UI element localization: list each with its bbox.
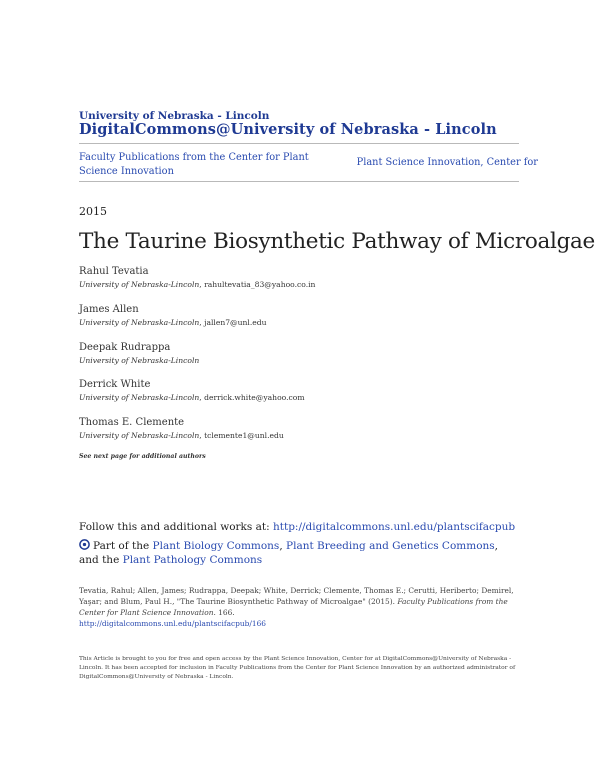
author-affiliation: University of Nebraska-Lincoln, jallen7@unl.edu (79, 318, 267, 327)
author-affiliation: University of Nebraska-Lincoln, rahultevatia_83@yahoo.co.in (79, 280, 316, 289)
author-name: Derrick White (79, 379, 151, 390)
author-name: James Allen (79, 304, 139, 315)
citation-journal: Faculty Publications from the Center for Plant Science Innovation (79, 597, 508, 617)
collection-link-center[interactable]: Plant Science Innovation, Center for (356, 157, 538, 168)
author-block (79, 266, 315, 289)
citation-number: . 166. (213, 608, 235, 617)
author-block (79, 417, 284, 440)
follow-text: Follow this and additional works at: (79, 521, 273, 533)
author-block (79, 379, 305, 402)
plant-breeding-genetics-commons-link[interactable]: Plant Breeding and Genetics Commons (286, 540, 495, 552)
publication-year: 2015 (79, 205, 107, 218)
separator-text: , (279, 540, 287, 552)
follow-line (79, 521, 515, 533)
repository-title[interactable]: DigitalCommons@University of Nebraska - Lincoln (79, 121, 497, 138)
article-title: The Taurine Biosynthetic Pathway of Microalgae (79, 229, 595, 254)
collection-link-faculty-publications[interactable]: Faculty Publications from the Center for Plant Science Innovation (79, 152, 309, 177)
divider (79, 143, 519, 144)
citation-url-link[interactable]: http://digitalcommons.unl.edu/plantscifacpub/166 (79, 619, 266, 628)
author-affiliation: University of Nebraska-Lincoln (79, 356, 200, 365)
author-name: Thomas E. Clemente (79, 417, 185, 428)
citation-text: Tevatia, Rahul; Allen, James; Rudrappa, Deepak; White, Derrick; Clemente, Thomas E.; Cerutti, Heriberto; Demirel, Yaşar; and Blum, Paul H., "The Taurine Biosynthetic Pathway of Microalgae" (2015). (79, 586, 514, 606)
plant-biology-commons-link[interactable]: Plant Biology Commons (152, 540, 280, 552)
author-block (79, 342, 199, 365)
institution-name[interactable]: University of Nebraska - Lincoln (79, 110, 270, 122)
recommended-citation (79, 585, 519, 629)
author-name: Rahul Tevatia (79, 266, 149, 277)
author-name: Deepak Rudrappa (79, 342, 171, 353)
see-next-page-note: See next page for additional authors (79, 453, 206, 460)
part-of-prefix: Part of the (93, 540, 153, 552)
access-notice: This Article is brought to you for free and open access by the Plant Science Innovation, Center for at DigitalCommons@University of Nebraska - Lincoln. It has been accepted for inclusion in Faculty Publications from the Center for Plant Science Innovation by an authorized administrator of DigitalCommons@University of Nebraska - Lincoln. (79, 656, 516, 680)
collection-url-link[interactable]: http://digitalcommons.unl.edu/plantscifacpub (273, 521, 516, 533)
author-affiliation: University of Nebraska-Lincoln, tclemente1@unl.edu (79, 431, 284, 440)
divider (79, 181, 519, 182)
author-block (79, 304, 267, 327)
network-icon (79, 539, 90, 550)
part-of-line (79, 539, 519, 567)
author-affiliation: University of Nebraska-Lincoln, derrick.white@yahoo.com (79, 393, 305, 402)
conjunction-text: , and the (79, 540, 499, 566)
plant-pathology-commons-link[interactable]: Plant Pathology Commons (122, 554, 263, 566)
